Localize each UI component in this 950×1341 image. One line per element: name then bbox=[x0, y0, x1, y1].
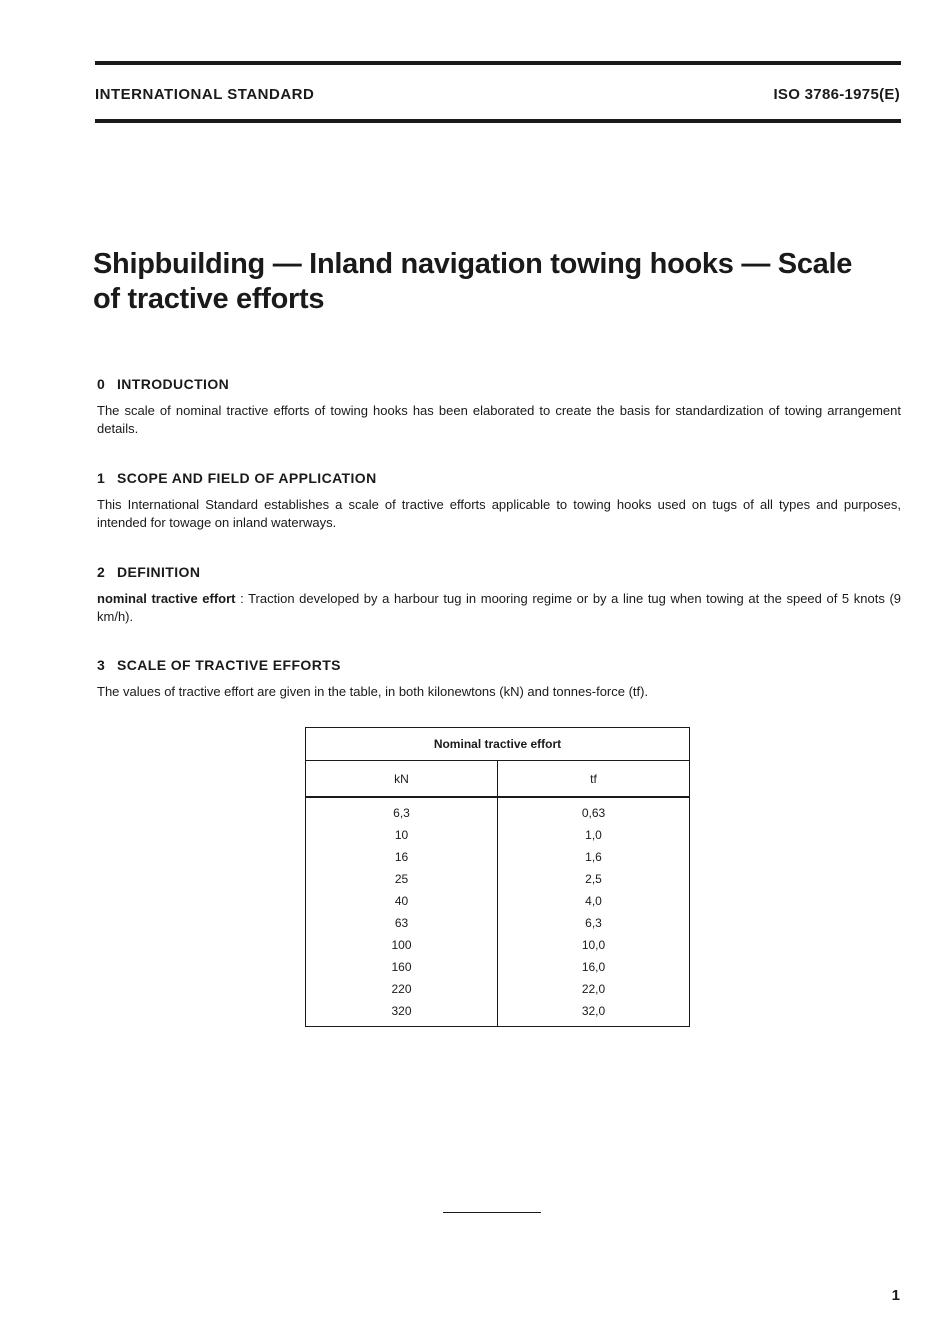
table-row bbox=[306, 797, 690, 824]
section-heading: INTRODUCTION bbox=[117, 376, 230, 392]
cell-kn: 220 bbox=[306, 978, 498, 1000]
document-title: Shipbuilding — Inland navigation towing hooks — Scale of tractive efforts bbox=[93, 248, 853, 315]
section-heading: DEFINITION bbox=[117, 564, 201, 580]
section-scale bbox=[97, 657, 901, 701]
section-number: 1 bbox=[97, 470, 106, 486]
section-scope bbox=[97, 470, 901, 532]
cell-tf: 22,0 bbox=[498, 978, 690, 1000]
cell-kn: 10 bbox=[306, 824, 498, 846]
header-top-rule bbox=[95, 61, 901, 65]
page-number: 1 bbox=[891, 1287, 900, 1304]
table-row bbox=[306, 956, 690, 978]
section-body: The values of tractive effort are given in the table, in both kilonewtons (kN) and tonnes-force (tf). bbox=[97, 684, 649, 699]
document-type-label: INTERNATIONAL STANDARD bbox=[95, 86, 315, 103]
cell-kn: 63 bbox=[306, 912, 498, 934]
definition-text: : Traction developed by a harbour tug in mooring regime or by a line tug when towing at the speed of 5 knots (9 km/h). bbox=[97, 591, 902, 624]
section-number: 2 bbox=[97, 564, 106, 580]
column-header-kn: kN bbox=[306, 761, 498, 798]
table-row bbox=[306, 978, 690, 1000]
cell-tf: 0,63 bbox=[498, 797, 690, 824]
table-row bbox=[306, 912, 690, 934]
cell-kn: 25 bbox=[306, 868, 498, 890]
cell-kn: 320 bbox=[306, 1000, 498, 1027]
cell-tf: 2,5 bbox=[498, 868, 690, 890]
table-row bbox=[306, 1000, 690, 1027]
table-row bbox=[306, 824, 690, 846]
section-heading: SCOPE AND FIELD OF APPLICATION bbox=[117, 470, 377, 486]
cell-tf: 1,6 bbox=[498, 846, 690, 868]
section-number: 0 bbox=[97, 376, 106, 392]
section-introduction bbox=[97, 376, 901, 438]
standard-number: ISO 3786-1975(E) bbox=[773, 86, 900, 103]
cell-tf: 10,0 bbox=[498, 934, 690, 956]
column-header-tf: tf bbox=[498, 761, 690, 798]
section-body: The scale of nominal tractive efforts of towing hooks has been elaborated to create the basis for standardization of towing arrangement details. bbox=[97, 403, 901, 436]
cell-kn: 6,3 bbox=[306, 797, 498, 824]
cell-kn: 100 bbox=[306, 934, 498, 956]
tractive-effort-table bbox=[305, 727, 690, 1027]
table-row bbox=[306, 846, 690, 868]
cell-tf: 4,0 bbox=[498, 890, 690, 912]
section-body: This International Standard establishes a scale of tractive efforts applicable to towing hooks used on tugs of all types and purposes, intended for towage on inland waterways. bbox=[97, 497, 901, 530]
cell-tf: 6,3 bbox=[498, 912, 690, 934]
table-row bbox=[306, 868, 690, 890]
section-definition bbox=[97, 564, 901, 626]
cell-tf: 32,0 bbox=[498, 1000, 690, 1027]
table-row bbox=[306, 934, 690, 956]
cell-kn: 16 bbox=[306, 846, 498, 868]
end-of-text-rule bbox=[443, 1212, 541, 1213]
table-caption: Nominal tractive effort bbox=[306, 728, 690, 761]
header-bottom-rule bbox=[95, 119, 901, 123]
cell-tf: 16,0 bbox=[498, 956, 690, 978]
table-row bbox=[306, 890, 690, 912]
cell-kn: 160 bbox=[306, 956, 498, 978]
section-heading: SCALE OF TRACTIVE EFFORTS bbox=[117, 657, 341, 673]
section-number: 3 bbox=[97, 657, 106, 673]
cell-kn: 40 bbox=[306, 890, 498, 912]
defined-term: nominal tractive effort bbox=[97, 591, 236, 606]
cell-tf: 1,0 bbox=[498, 824, 690, 846]
